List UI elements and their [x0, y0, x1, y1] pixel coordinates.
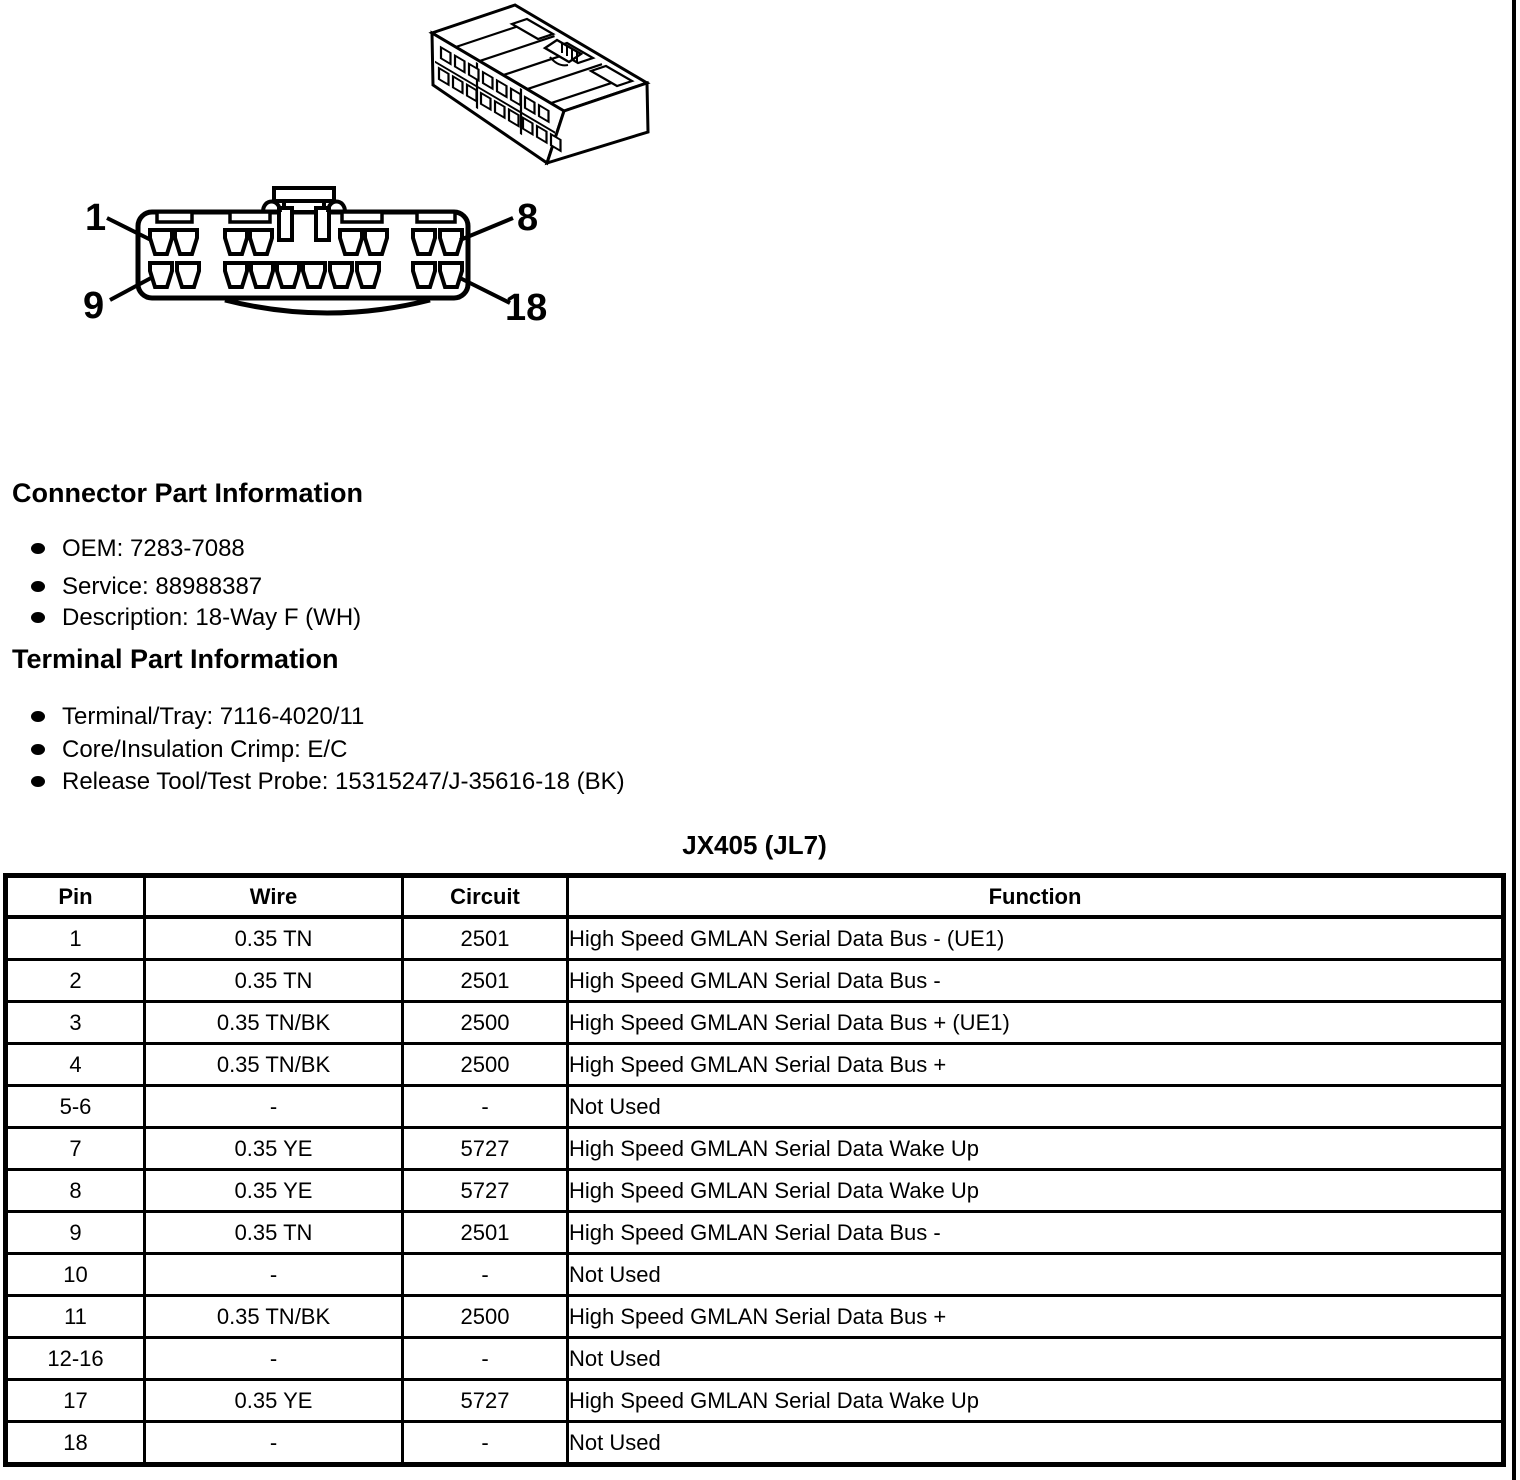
pin-cell: 17: [6, 1380, 145, 1422]
bullet-icon: [31, 711, 45, 722]
wire-cell: -: [145, 1254, 403, 1296]
function-cell: High Speed GMLAN Serial Data Wake Up: [568, 1128, 1504, 1170]
pin-cell: 8: [6, 1170, 145, 1212]
wire-cell: 0.35 TN: [145, 960, 403, 1002]
pin-column-header: Pin: [6, 876, 145, 918]
bullet-icon: [31, 543, 45, 554]
terminal-tray-item: Terminal/Tray: 7116-4020/11: [62, 703, 365, 730]
connector-isometric-drawing: [415, 2, 665, 174]
circuit-cell: 2501: [403, 917, 568, 960]
wire-cell: 0.35 TN: [145, 917, 403, 960]
wire-cell: 0.35 YE: [145, 1128, 403, 1170]
table-title: JX405 (JL7): [682, 830, 827, 860]
cavity-row-bottom: [150, 263, 462, 287]
pin-label-1: 1: [85, 197, 107, 239]
function-cell: High Speed GMLAN Serial Data Wake Up: [568, 1170, 1504, 1212]
circuit-cell: 2500: [403, 1044, 568, 1086]
pinout-table-body: [6, 917, 1504, 1465]
pin-cell: 7: [6, 1128, 145, 1170]
wire-cell: 0.35 TN/BK: [145, 1296, 403, 1338]
table-row: [6, 1170, 1504, 1212]
table-row: [6, 1212, 1504, 1254]
function-cell: High Speed GMLAN Serial Data Bus +: [568, 1296, 1504, 1338]
function-cell: High Speed GMLAN Serial Data Bus +: [568, 1044, 1504, 1086]
wire-cell: -: [145, 1338, 403, 1380]
pin-cell: 9: [6, 1212, 145, 1254]
pin-cell: 10: [6, 1254, 145, 1296]
function-cell: Not Used: [568, 1422, 1504, 1465]
table-row: [6, 1338, 1504, 1380]
terminal-part-info-heading: Terminal Part Information: [12, 644, 339, 674]
circuit-cell: 5727: [403, 1380, 568, 1422]
function-cell: Not Used: [568, 1338, 1504, 1380]
wire-cell: 0.35 YE: [145, 1380, 403, 1422]
pin-cell: 1: [6, 917, 145, 960]
circuit-cell: 2500: [403, 1296, 568, 1338]
pin-label-9: 9: [83, 285, 105, 327]
pin-cell: 5-6: [6, 1086, 145, 1128]
pin-label-8: 8: [517, 197, 539, 239]
circuit-cell: 5727: [403, 1128, 568, 1170]
page-border-line: [1512, 0, 1516, 1480]
table-row: [6, 1254, 1504, 1296]
wire-cell: 0.35 TN: [145, 1212, 403, 1254]
pin-cell: 12-16: [6, 1338, 145, 1380]
function-cell: Not Used: [568, 1254, 1504, 1296]
bullet-icon: [31, 776, 45, 787]
wire-cell: -: [145, 1086, 403, 1128]
table-row: [6, 1296, 1504, 1338]
table-row: [6, 1422, 1504, 1465]
circuit-cell: 5727: [403, 1170, 568, 1212]
function-column-header: Function: [568, 876, 1504, 918]
table-row: [6, 1380, 1504, 1422]
pin-cell: 11: [6, 1296, 145, 1338]
wire-cell: 0.35 TN/BK: [145, 1044, 403, 1086]
pin-label-18: 18: [505, 287, 548, 329]
circuit-column-header: Circuit: [403, 876, 568, 918]
crimp-item: Core/Insulation Crimp: E/C: [62, 736, 348, 763]
table-row: [6, 1002, 1504, 1044]
pinout-table-wrap: [3, 873, 1506, 1467]
function-cell: High Speed GMLAN Serial Data Bus + (UE1): [568, 1002, 1504, 1044]
function-cell: High Speed GMLAN Serial Data Bus -: [568, 1212, 1504, 1254]
pin-cell: 2: [6, 960, 145, 1002]
table-row: [6, 1044, 1504, 1086]
circuit-cell: -: [403, 1254, 568, 1296]
oem-item: OEM: 7283-7088: [62, 535, 245, 562]
circuit-cell: 2501: [403, 1212, 568, 1254]
table-row: [6, 917, 1504, 960]
bullet-icon: [31, 581, 45, 592]
function-cell: Not Used: [568, 1086, 1504, 1128]
circuit-cell: -: [403, 1338, 568, 1380]
header-row: [6, 876, 1504, 918]
circuit-cell: 2500: [403, 1002, 568, 1044]
table-row: [6, 1086, 1504, 1128]
pinout-table: [3, 873, 1506, 1467]
description-item: Description: 18-Way F (WH): [62, 604, 362, 631]
wire-column-header: Wire: [145, 876, 403, 918]
circuit-cell: -: [403, 1086, 568, 1128]
pin-cell: 18: [6, 1422, 145, 1465]
function-cell: High Speed GMLAN Serial Data Bus -: [568, 960, 1504, 1002]
function-cell: High Speed GMLAN Serial Data Wake Up: [568, 1380, 1504, 1422]
circuit-cell: 2501: [403, 960, 568, 1002]
table-row: [6, 1128, 1504, 1170]
function-cell: High Speed GMLAN Serial Data Bus - (UE1): [568, 917, 1504, 960]
service-item: Service: 88988387: [62, 573, 263, 600]
wire-cell: 0.35 YE: [145, 1170, 403, 1212]
pin-cell: 4: [6, 1044, 145, 1086]
bullet-icon: [31, 744, 45, 755]
circuit-cell: -: [403, 1422, 568, 1465]
release-tool-item: Release Tool/Test Probe: 15315247/J-35616-18 (BK): [62, 768, 625, 795]
connector-part-info-heading: Connector Part Information: [12, 478, 364, 508]
wire-cell: -: [145, 1422, 403, 1465]
pin-cell: 3: [6, 1002, 145, 1044]
bullet-icon: [31, 612, 45, 623]
table-row: [6, 960, 1504, 1002]
wire-cell: 0.35 TN/BK: [145, 1002, 403, 1044]
connector-face-diagram: [55, 178, 585, 348]
